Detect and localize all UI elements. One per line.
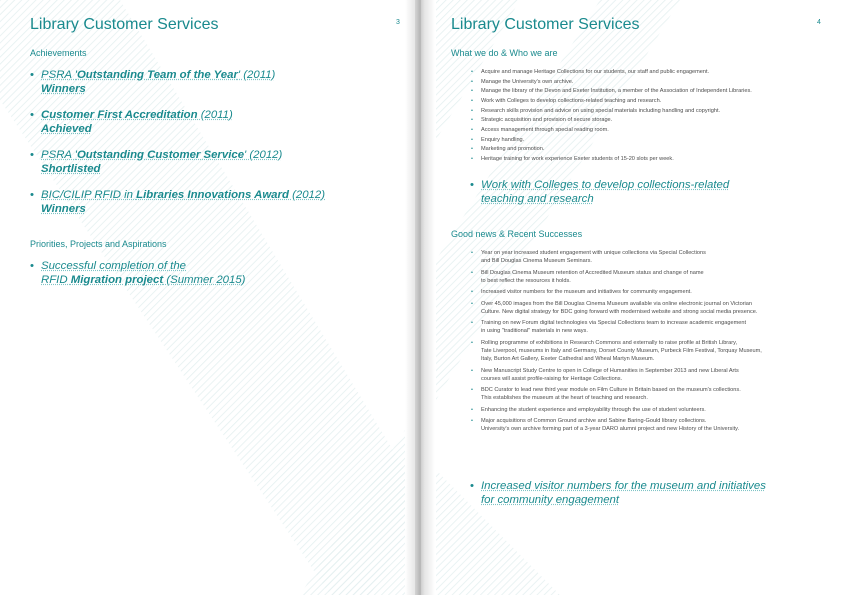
list-item: • BDC Curator to lead new third year module on Film Culture in Britain based on the museum's collections. This establishes the museum at the heart of teaching and research. <box>471 386 833 402</box>
list-item: • Bill Douglas Cinema Museum retention of Accredited Museum status and change of name to best reflect the resources it holds. <box>471 269 833 285</box>
list-item: • New Manuscript Study Centre to open in College of Humanities in September 2013 and new Liberal Arts courses will assist profile-raising for Heritage Collections. <box>471 367 833 383</box>
list-item: • Rolling programme of exhibitions in Research Commons and externally to raise profile at British Library, Tate Liverpool, museums in Italy and Germany, Dorset County Museum, Purbeck Film Festival, Torquay Museum, Italy, Burton Art Gallery, Exeter Cathedral and Wheal Martyn Museum. <box>471 339 833 364</box>
achievement-status: Achieved <box>41 123 92 135</box>
callout-teaching <box>470 178 830 206</box>
achievement-item: • Customer First Accreditation (2011) Achieved <box>30 108 400 136</box>
page-number: 3 <box>396 19 400 26</box>
list-item: • Heritage training for work experience Exeter students of 15-20 slots per week. <box>471 155 831 165</box>
list-item: • Enhancing the student experience and employability through the use of student volunteers. <box>471 406 833 414</box>
what-we-do-heading: What we do & Who we are <box>451 48 558 58</box>
list-item: • Training on new Forum digital technologies via Special Collections team to increase academic engagement in using "traditional" materials in new ways. <box>471 319 833 335</box>
list-item: • Work with Colleges to develop collections-related teaching and research. <box>471 97 831 107</box>
priorities-list <box>30 259 400 287</box>
priorities-heading: Priorities, Projects and Aspirations <box>30 239 167 249</box>
callout-visitors <box>470 479 830 507</box>
achievements-list <box>30 68 400 216</box>
what-we-do-list <box>471 68 831 165</box>
achievement-item: • BIC/CILIP RFID in Libraries Innovations Award (2012) Winners <box>30 188 400 216</box>
list-item: • Year on year increased student engagement with unique collections via Special Collections and Bill Douglas Cinema Museum Seminars. <box>471 249 833 265</box>
callout-item: • Work with Colleges to develop collections-related teaching and research <box>470 178 830 206</box>
list-item: • Access management through special reading room. <box>471 126 831 136</box>
priority-item: • Successful completion of the RFID Migration project (Summer 2015) <box>30 259 400 287</box>
page-title: Library Customer Services <box>451 16 640 33</box>
page-number: 4 <box>817 19 821 26</box>
list-item: • Manage the library of the Devon and Exeter Institution, a member of the Association of Independent Libraries. <box>471 87 831 97</box>
list-item: • Over 45,000 images from the Bill Douglas Cinema Museum available via online electronic journal on Victorian Culture. New digital strategy for BDC going forward with modernised website and strong social media presence. <box>471 300 833 316</box>
achievement-item: • PSRA 'Outstanding Team of the Year' (2011) Winners <box>30 68 400 96</box>
achievement-item: • PSRA 'Outstanding Customer Service' (2012) Shortlisted <box>30 148 400 176</box>
list-item: • Research skills provision and advice on using special materials including handling and copyright. <box>471 107 831 117</box>
achievements-heading: Achievements <box>30 48 87 58</box>
achievement-status: Winners <box>41 203 86 215</box>
list-item: • Major acquisitions of Common Ground archive and Sabine Baring-Gould library collections. University's own archive forming part of a 3-year DARO alumni project and new History of the University. <box>471 417 833 433</box>
callout-item: • Increased visitor numbers for the museum and initiatives for community engagement <box>470 479 830 507</box>
achievement-status: Winners <box>41 83 86 95</box>
achievement-status: Shortlisted <box>41 163 101 175</box>
page-title: Library Customer Services <box>30 16 219 33</box>
good-news-list <box>471 249 833 437</box>
good-news-heading: Good news & Recent Successes <box>451 229 583 239</box>
list-item: • Marketing and promotion. <box>471 145 831 155</box>
list-item: • Acquire and manage Heritage Collections for our students, our staff and public engagement. <box>471 68 831 78</box>
list-item: • Manage the University's own archive. <box>471 78 831 88</box>
list-item: • Increased visitor numbers for the museum and initiatives for community engagement. <box>471 288 833 296</box>
list-item: • Enquiry handling. <box>471 136 831 146</box>
list-item: • Strategic acquisition and provision of secure storage. <box>471 116 831 126</box>
